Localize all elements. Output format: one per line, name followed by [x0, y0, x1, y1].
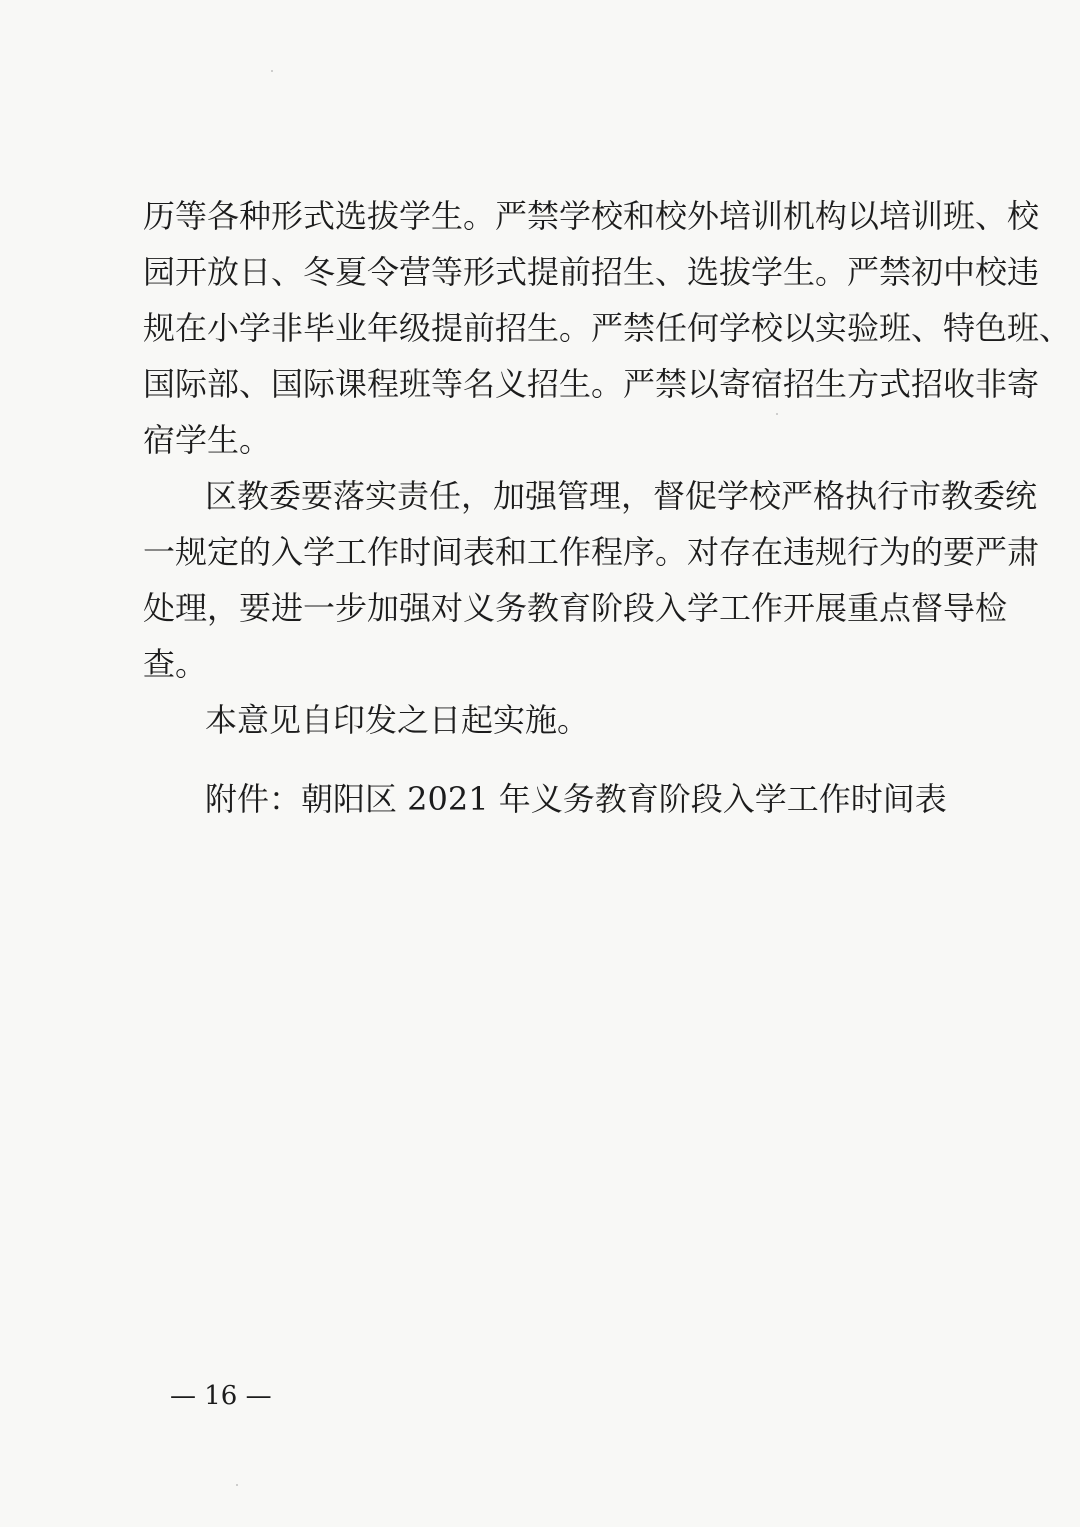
attachment-line: 附件：朝阳区 2021 年义务教育阶段入学工作时间表 — [205, 780, 947, 818]
paragraph-1-line-3: 规在小学非毕业年级提前招生。严禁任何学校以实验班、特色班、 — [143, 309, 1072, 347]
paragraph-2-line-2: 一规定的入学工作时间表和工作程序。对存在违规行为的要严肃 — [143, 533, 1040, 571]
paragraph-1-line-5: 宿学生。 — [143, 421, 272, 459]
scan-speck — [776, 413, 778, 415]
paragraph-1-line-4: 国际部、国际课程班等名义招生。严禁以寄宿招生方式招收非寄 — [143, 365, 1040, 403]
paragraph-2-line-3: 处理，要进一步加强对义务教育阶段入学工作开展重点督导检 — [143, 589, 1008, 627]
page-number: — 16 — — [170, 1381, 272, 1411]
paragraph-3: 本意见自印发之日起实施。 — [205, 701, 590, 739]
scan-speck — [236, 1484, 238, 1486]
scan-speck — [271, 70, 273, 72]
paragraph-1-line-2: 园开放日、冬夏令营等形式提前招生、选拔学生。严禁初中校违 — [143, 253, 1040, 291]
paragraph-1-line-1: 历等各种形式选拔学生。严禁学校和校外培训机构以培训班、校 — [143, 197, 1040, 235]
paragraph-2-line-4: 查。 — [143, 645, 208, 683]
paragraph-2-line-1: 区教委要落实责任，加强管理，督促学校严格执行市教委统 — [205, 477, 1038, 515]
